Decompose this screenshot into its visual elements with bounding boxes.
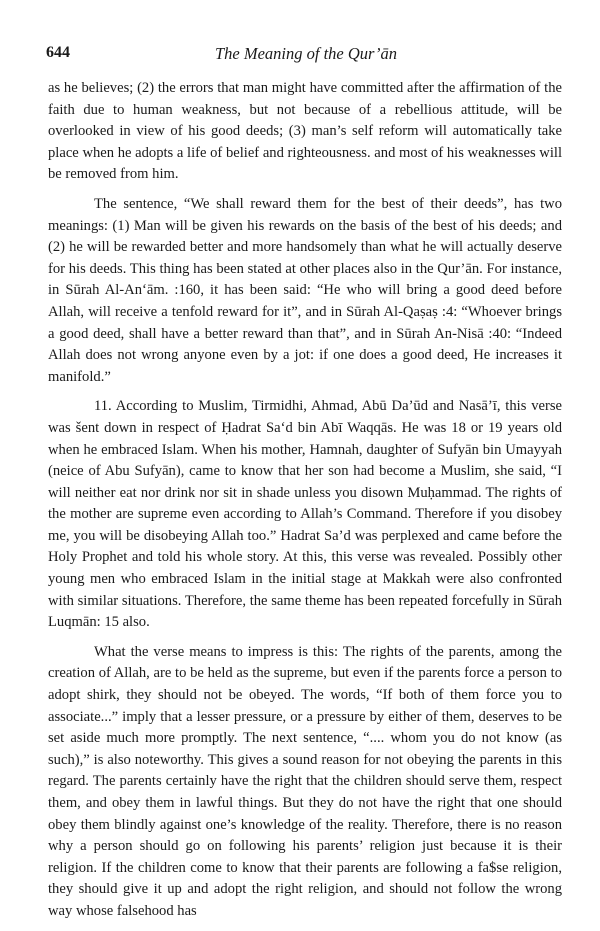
paragraph-1: as he believes; (2) the errors that man might have committed after the affirmation of the faith due to human weakness, but not because of a rebellious attitude, will be overlooked in view of his good deeds; (3) man’s self reform will automatically take place when he adopts a life of belief and righteousness. and most of his weaknesses will be removed from him. bbox=[48, 80, 562, 183]
paragraph-2: The sentence, “We shall reward them for the best of their deeds”, has two meanings: (1) Man will be given his rewards on the basis of the best of his deeds; and (2) he will be rewarded better and more handsomely than what he will actually deserve for his deeds. This thing has been stated at other places also in the Qur’ān. For instance, in Sūrah Al-An‘ām. :160, it has been said: “He who will bring a good deed before Allah, will receive a tenfold reward for it”, and in Sūrah Al-Qaṣaṣ :4: “Whoever brings a good deed, shall have a better reward than that”, and in Sūrah An-Nisā :40: “Indeed Allah does not wrong anyone even by a jot: if one does a good deed, He increases it manifold.” bbox=[48, 195, 562, 385]
paragraph-3: 11. According to Muslim, Tirmidhi, Ahmad, Abū Da’ūd and Nasā’ī, this verse was šent down in respect of Ḥadrat Sa‘d bin Abī Waqqās. He was 18 or 19 years old when he embraced Islam. When his mother, Hamnah, daughter of Sufyān bin Umayyah (neice of Abu Sufyān), came to know that her son had become a Muslim, she said, “I will neither eat nor drink nor sit in shade unless you disown Muḥammad. The rights of the mother are supreme even according to Allah’s Command. Therefore if you disobey me, you will be disobeying Allah too.” Hadrat Sa’d was perplexed and came before the Holy Prophet and told his whole story. At this, this verse was revealed. Possibly other young men who embraced Islam in the initial stage at Makkah were also confronted with similar situations. Therefore, the same theme has been repeated forcefully in Sūrah Luqmān: 15 also. bbox=[48, 398, 562, 631]
page-header bbox=[46, 44, 566, 68]
paragraph-4: What the verse means to impress is this: The rights of the parents, among the creation of Allah, are to be held as the supreme, but even if the parents force a person to adopt shirk, they should not be obeyed. The words, “If both of them force you to associate...” imply that a lesser pressure, or a pressure by either of them, deserves to be set aside much more promptly. The next sentence, “.... whom you do not know (as such),” is also noteworthy. This gives a sound reason for not obeying the parents in this regard. The parents certainly have the right that the children should serve them, respect them, and obey them in lawful things. But they do not have the right that one should obey them blindly against one’s knowledge of the reality. Therefore, there is no reason why a person should go on following his parents’ religion just because it is their religion. If the children come to know that their parents are following a fa$se religion, they should give it up and adopt the right religion, and should not follow the wrong way whose falsehood has bbox=[48, 643, 562, 919]
running-title: The Meaning of the Qur’ān bbox=[214, 44, 398, 63]
page-body bbox=[48, 78, 562, 931]
page-number: 644 bbox=[46, 44, 70, 61]
